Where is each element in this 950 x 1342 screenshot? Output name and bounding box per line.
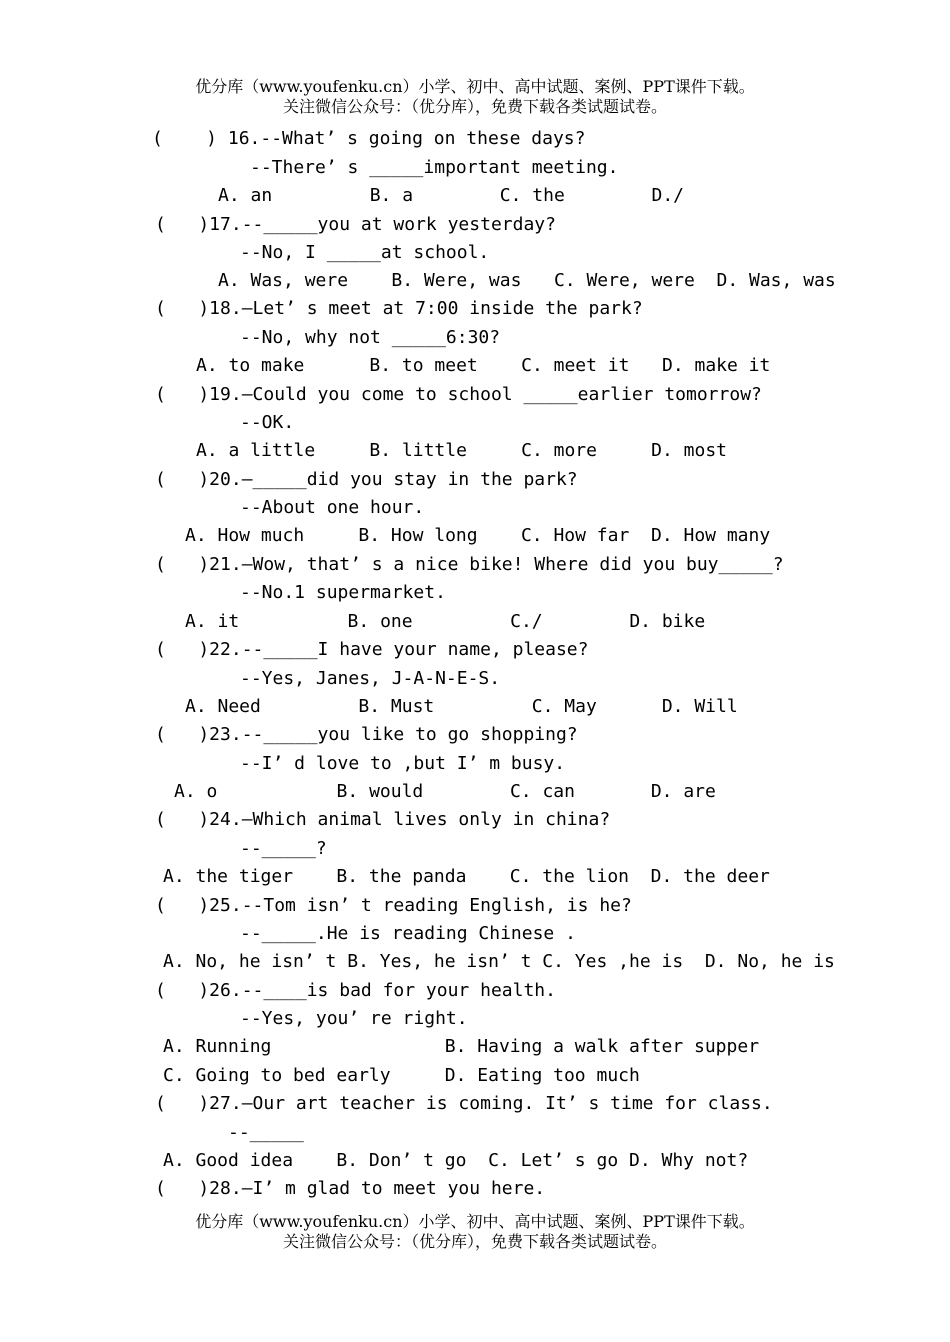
- question-25-answer: --_____.He is reading Chinese .: [240, 923, 576, 944]
- question-27-answer: --_____: [228, 1122, 304, 1143]
- question-25: ( )25.--Tom isn’ t reading English, is he?: [155, 895, 632, 916]
- question-21-answer: --No.1 supermarket.: [240, 582, 446, 603]
- question-17-options: A. Was, were B. Were, was C. Were, were D. Was, was: [218, 270, 836, 291]
- question-18: ( )18.—Let’ s meet at 7:00 inside the park?: [155, 298, 643, 319]
- question-18-answer: --No, why not _____6:30?: [240, 327, 501, 348]
- question-19: ( )19.—Could you come to school _____earlier tomorrow?: [155, 384, 762, 405]
- question-26-options-ab: A. Running B. Having a walk after supper: [163, 1036, 760, 1057]
- question-28: ( )28.—I’ m glad to meet you here.: [155, 1178, 546, 1199]
- question-19-options: A. a little B. little C. more D. most: [196, 440, 728, 461]
- question-26: ( )26.--____is bad for your health.: [155, 980, 556, 1001]
- question-20-answer: --About one hour.: [240, 497, 425, 518]
- question-22-answer: --Yes, Janes, J-A-N-E-S.: [240, 668, 501, 689]
- question-26-options-cd: C. Going to bed early D. Eating too much: [163, 1065, 640, 1086]
- question-19-answer: --OK.: [240, 412, 295, 433]
- question-16-answer: --There’ s _____important meeting.: [250, 157, 619, 178]
- footer-line-2: 关注微信公众号：（优分库），免费下载各类试题试卷。: [282, 1232, 667, 1251]
- question-26-answer: --Yes, you’ re right.: [240, 1008, 468, 1029]
- header-line-2: 关注微信公众号：（优分库），免费下载各类试题试卷。: [282, 97, 667, 116]
- question-27-options: A. Good idea B. Don’ t go C. Let’ s go D. Why not?: [163, 1150, 749, 1171]
- footer-line-1: 优分库（www.youfenku.cn）小学、初中、高中试题、案例、PPT课件下载。: [195, 1212, 755, 1231]
- question-25-options: A. No, he isn’ t B. Yes, he isn’ t C. Yes ,he is D. No, he is: [163, 951, 835, 972]
- question-20-options: A. How much B. How long C. How far D. How many: [185, 525, 771, 546]
- question-23-options: A. o B. would C. can D. are: [174, 781, 716, 802]
- question-24-options: A. the tiger B. the panda C. the lion D. the deer: [163, 866, 770, 887]
- question-16: ( ) 16.--What’ s going on these days?: [152, 128, 586, 149]
- question-17: ( )17.--_____you at work yesterday?: [155, 214, 556, 235]
- question-24-answer: --_____?: [240, 838, 327, 859]
- question-20: ( )20.—_____did you stay in the park?: [155, 469, 578, 490]
- header-line-1: 优分库（www.youfenku.cn）小学、初中、高中试题、案例、PPT课件下载。: [195, 77, 755, 96]
- question-21-options: A. it B. one C./ D. bike: [185, 611, 706, 632]
- question-27: ( )27.—Our art teacher is coming. It’ s time for class.: [155, 1093, 773, 1114]
- question-23: ( )23.--_____you like to go shopping?: [155, 724, 578, 745]
- question-22: ( )22.--_____I have your name, please?: [155, 639, 589, 660]
- question-21: ( )21.—Wow, that’ s a nice bike! Where did you buy_____?: [155, 554, 784, 575]
- question-22-options: A. Need B. Must C. May D. Will: [185, 696, 738, 717]
- question-24: ( )24.—Which animal lives only in china?: [155, 809, 611, 830]
- question-16-options: A. an B. a C. the D./: [218, 185, 684, 206]
- question-23-answer: --I’ d love to ,but I’ m busy.: [240, 753, 566, 774]
- question-18-options: A. to make B. to meet C. meet it D. make it: [196, 355, 771, 376]
- question-17-answer: --No, I _____at school.: [240, 242, 490, 263]
